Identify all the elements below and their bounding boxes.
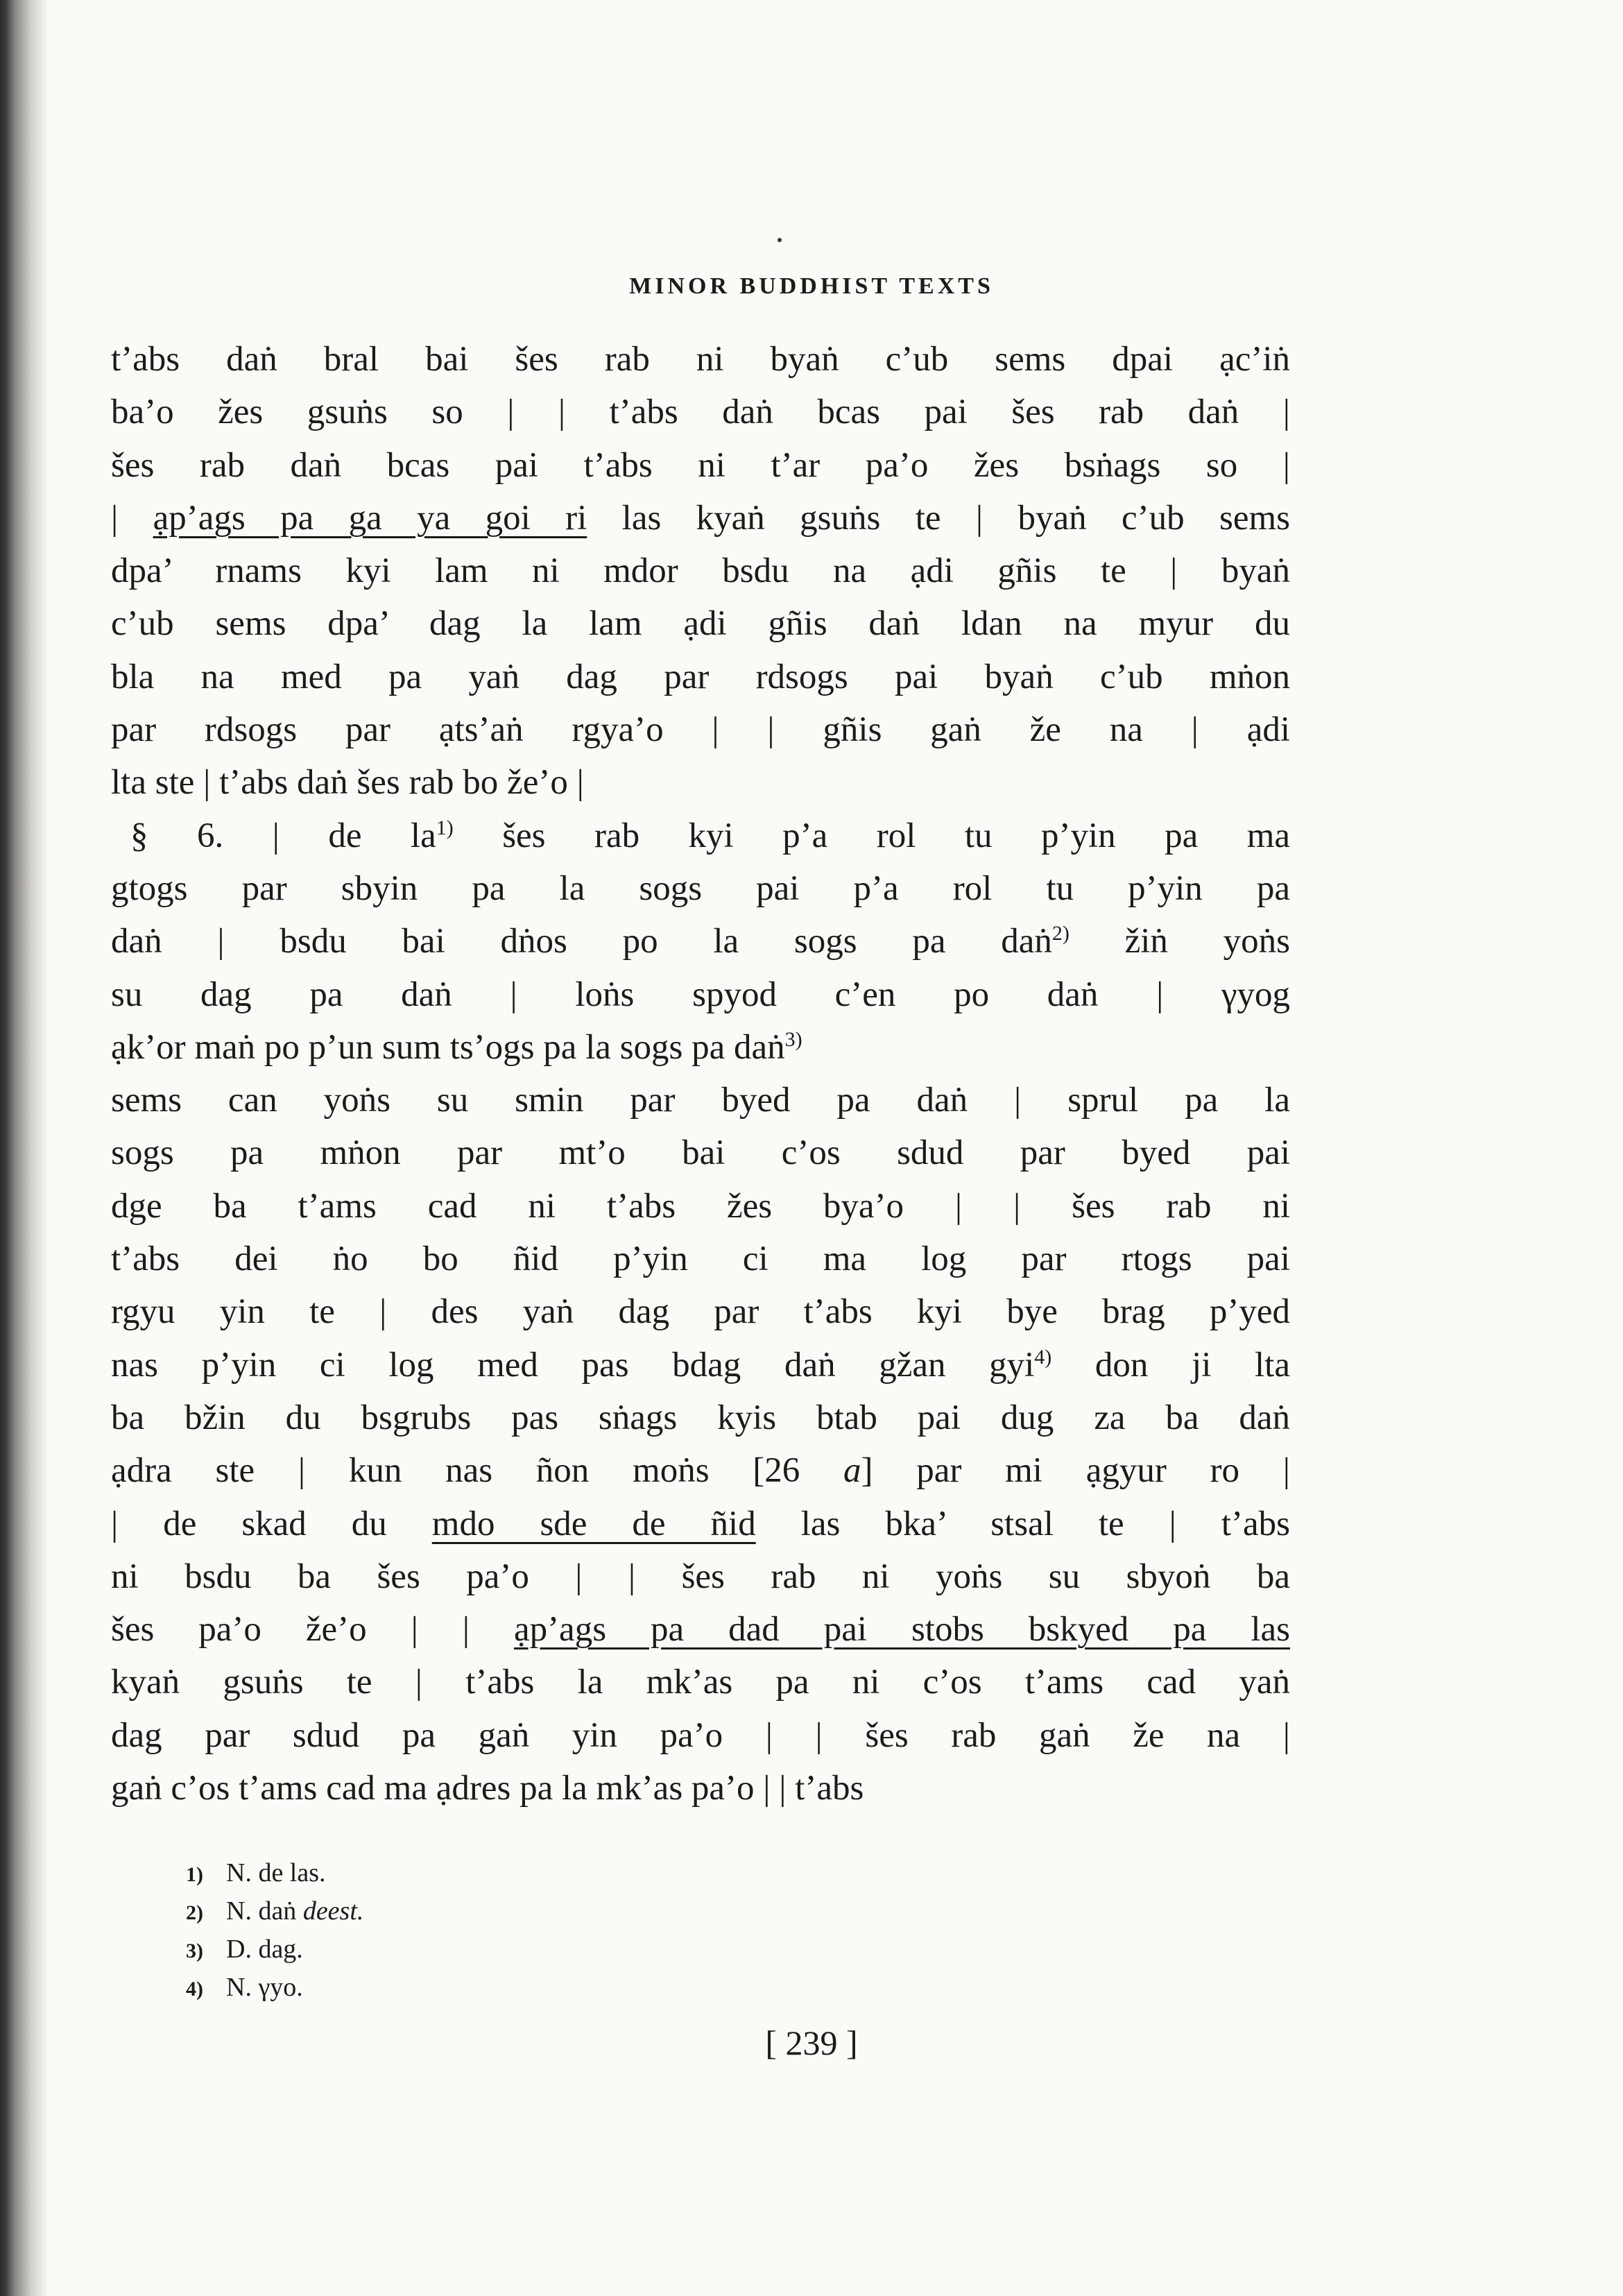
text-line: šes pa’o že’o | | ạp’ags pa dad pai stobs bskyed pa las: [111, 1610, 1290, 1650]
footnote-reference: 1): [436, 816, 454, 839]
book-binding-shadow: [0, 0, 49, 2296]
text-line: ạdra ste | kun nas ñon moṅs [26 a] par mi ạgyur ro |: [111, 1451, 1290, 1491]
footnote-text: N. γyo.: [226, 1973, 303, 2002]
text-line: t’abs dei ṅo bo ñid p’yin ci ma log par rtogs pai: [111, 1240, 1290, 1279]
footnote-italic: deest.: [302, 1896, 364, 1926]
text-line: ạk’or maṅ po p’un sum ts’ogs pa la sogs pa daṅ$^{3)}$: [111, 1027, 802, 1067]
text-line: šes rab daṅ bcas pai t’abs ni t’ar pa’o žes bsṅags so |: [111, 445, 1290, 485]
text-line: par rdsogs par ạts’aṅ rgya’o | | gñis gaṅ že na | ạdi: [111, 710, 1290, 750]
text-line: nas p’yin ci log med pas bdag daṅ gžan gyi$^{4)}$ don ji lta: [111, 1345, 1290, 1385]
page-number: [ 239 ]: [765, 2023, 858, 2062]
text-line: su dag pa daṅ | loṅs spyod c’en po daṅ | γyog: [111, 975, 1290, 1014]
text-line: lta ste | t’abs daṅ šes rab bo že’o |: [111, 763, 584, 803]
footnote-text: N. de las.: [226, 1858, 326, 1887]
footnote-text: N. daṅ: [226, 1896, 303, 1926]
underlined-title: ạp’ags pa dad pai stobs bskyed pa las: [513, 1610, 1290, 1650]
footnote-mark: 4): [186, 1978, 203, 2001]
text-line: dpa’ rnams kyi lam ni mdor bsdu na ạdi gñis te | byaṅ: [111, 551, 1290, 591]
text-line: rgyu yin te | des yaṅ dag par t’abs kyi bye brag p’yed: [111, 1292, 1290, 1332]
text-line: | ạp’ags pa ga ya goi ri las kyaṅ gsuṅs te | byaṅ c’ub sems: [111, 498, 1290, 538]
footnote-reference: 2): [1051, 922, 1070, 945]
footnote-reference: 4): [1034, 1345, 1052, 1369]
text-line: bla na med pa yaṅ dag par rdsogs pai byaṅ c’ub mṅon: [111, 657, 1290, 696]
footnote-reference: 3): [784, 1027, 802, 1051]
text-line: sems can yoṅs su smin par byed pa daṅ | sprul pa la: [111, 1081, 1290, 1120]
text-line: dag par sdud pa gaṅ yin pa’o | | šes rab gaṅ že na |: [111, 1715, 1290, 1755]
text-line: gtogs par sbyin pa la sogs pai p’a rol tu p’yin pa: [111, 868, 1290, 908]
underlined-title: mdo sde de ñid: [431, 1504, 756, 1543]
speck: [778, 238, 782, 242]
text-line: dge ba t’ams cad ni t’abs žes bya’o | | šes rab ni: [111, 1186, 1290, 1226]
text-line: sogs pa mṅon par mt’o bai c’os sdud par byed pai: [111, 1133, 1290, 1173]
folio-reference: a: [843, 1451, 861, 1491]
body-text: [111, 333, 1290, 1815]
footnote: [186, 1855, 363, 1893]
footnotes: [186, 1855, 363, 2007]
footnote-mark: 1): [186, 1863, 203, 1886]
text-line: t’abs daṅ bral bai šes rab ni byaṅ c’ub sems dpai ạc’iṅ: [111, 340, 1290, 379]
text-line: kyaṅ gsuṅs te | t’abs la mk’as pa ni c’os t’ams cad yaṅ: [111, 1663, 1290, 1702]
text-line: § 6. | de $la^{1)}$ šes rab kyi p’a rol tu p’yin pa ma: [130, 816, 1291, 855]
footnote: [186, 1893, 363, 1931]
text-line: ba bžin du bsgrubs pas sṅags kyis btab pai dug za ba daṅ: [111, 1398, 1290, 1437]
footnote: [186, 1969, 363, 2007]
text-line: ni bsdu ba šes pa’o | | šes rab ni yoṅs su sbyoṅ ba: [111, 1557, 1290, 1596]
text-line: | de skad du mdo sde de ñid las bka’ stsal te | t’abs: [111, 1504, 1290, 1543]
footnote: [186, 1931, 363, 1969]
underlined-title: ạp’ags pa ga ya goi ri: [153, 498, 587, 538]
running-head: MINOR BUDDHIST TEXTS: [629, 273, 994, 299]
text-line: c’ub sems dpa’ dag la lam ạdi gñis daṅ ldan na myur du: [111, 604, 1290, 644]
text-line: gaṅ c’os t’ams cad ma ạdres pa la mk’as pa’o | | t’abs: [111, 1769, 864, 1808]
footnote-text: D. dag.: [226, 1935, 303, 1964]
footnote-mark: 3): [186, 1939, 203, 1962]
text-line: daṅ | bsdu bai dṅos po la sogs pa daṅ$^{2)}$ žiṅ yoṅs: [111, 922, 1290, 961]
text-line: ba’o žes gsuṅs so | | t’abs daṅ bcas pai šes rab daṅ |: [111, 393, 1290, 432]
footnote-mark: 2): [186, 1901, 203, 1924]
